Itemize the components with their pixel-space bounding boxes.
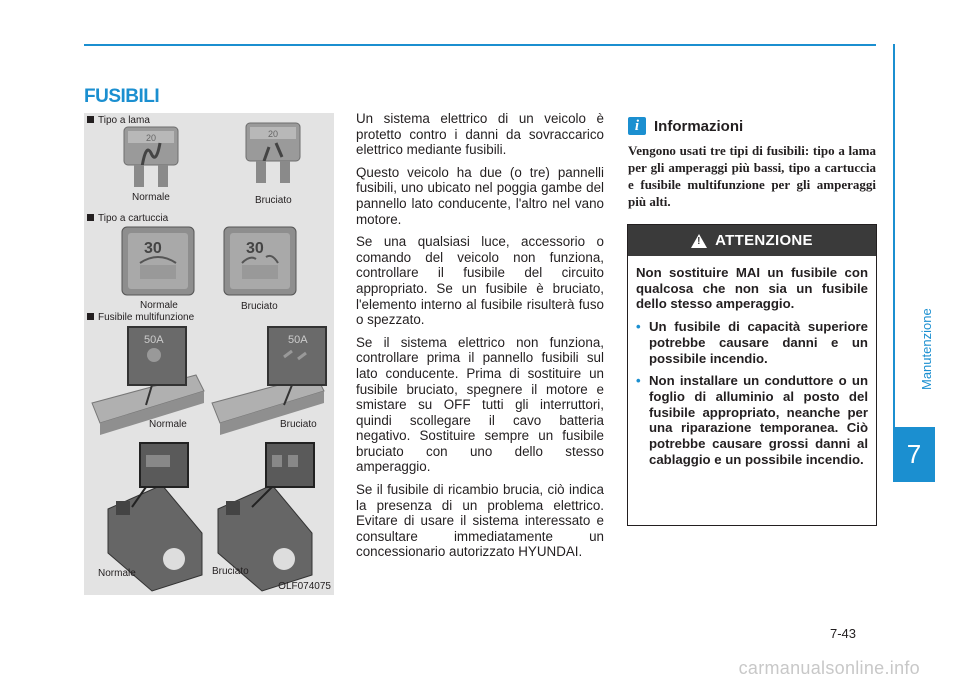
bullet-icon: •: [636, 319, 641, 335]
cartridge-blown-label: Bruciato: [241, 301, 278, 312]
fuse-figure: [84, 113, 334, 595]
blade-rating-blown: 20: [267, 129, 279, 139]
caution-body: [628, 256, 876, 467]
multi-heading: Fusibile multifunzione: [87, 312, 194, 323]
caution-paragraph: Non sostituire MAI un fusibile con qualcosa che non sia un fusibile dello stesso amperaggio.: [636, 265, 868, 312]
warning-icon: [691, 234, 707, 248]
info-text: Vengono usati tre tipi di fusibili: tipo a lama per gli amperaggi più bassi, tipo a cartuccia e fusibile multifunzione per gli amperaggi più alti.: [628, 143, 876, 209]
caution-title: ATTENZIONE: [715, 232, 813, 249]
blade-fuse-blown: [246, 123, 300, 183]
info-title: Informazioni: [654, 117, 744, 135]
cartridge-heading: Tipo a cartuccia: [87, 213, 168, 224]
cartridge-fuse-normal: [122, 227, 194, 295]
side-rule: [893, 44, 895, 482]
body-paragraph: Se il sistema elettrico non funziona, controllare prima il pannello fusibili sul lato conducente. Prima di sostituire un fusibile bruciato, spegnere il motore e smistare su OFF tutti gli interruttori, quindi scollegare il cavo batteria negativo. Sostituire sempre un fusibile bruciato con uno dello stesso amperaggio.: [356, 334, 604, 475]
top-rule: [84, 44, 876, 46]
blade-blown-label: Bruciato: [255, 195, 292, 206]
figure-code: OLF074075: [278, 581, 331, 592]
box-normal-label: Normale: [98, 568, 136, 579]
footer-watermark: carmanualsonline.info: [738, 658, 920, 678]
body-paragraph: Se una qualsiasi luce, accessorio o comando del veicolo non funziona, controllare il fusibile del circuito appropriato. Se un fusibile è bruciato, l'elemento interno al fusibile risulterà fuso o spezzato.: [356, 234, 604, 328]
list-item: • Un fusibile di capacità superiore potrebbe causare danni e un possibile incendio.: [636, 319, 868, 366]
info-icon: i: [628, 117, 646, 135]
blade-heading: Tipo a lama: [87, 115, 150, 126]
cartridge-rating-normal: 30: [144, 240, 162, 257]
chapter-tab: 7: [893, 427, 935, 482]
cartridge-fuse-blown: [224, 227, 296, 295]
page-number: 7-43: [830, 626, 857, 641]
body-text: [356, 111, 604, 567]
body-paragraph: Un sistema elettrico di un veicolo è protetto contro i danni da sovraccarico elettrico mediante fusibili.: [356, 111, 604, 158]
info-heading: [628, 115, 743, 137]
section-label: Manutenzione: [919, 308, 934, 390]
multi-blown-label: Bruciato: [280, 419, 317, 430]
multi-fuse-normal: [92, 327, 204, 435]
caution-header: [628, 225, 876, 256]
box-blown-label: Bruciato: [212, 566, 249, 577]
caution-box: [627, 224, 877, 526]
multi-rating-blown: 50A: [288, 334, 308, 346]
blade-rating-normal: 20: [145, 133, 157, 143]
multi-normal-label: Normale: [149, 419, 187, 430]
multi-rating-normal: 50A: [144, 334, 164, 346]
page-title: FUSIBILI: [84, 86, 160, 107]
cartridge-normal-label: Normale: [140, 300, 178, 311]
bullet-icon: •: [636, 373, 641, 389]
body-paragraph: Questo veicolo ha due (o tre) pannelli fusibili, uno ubicato nel poggia gambe del pannello lato conducente, l'altro nel vano motore.: [356, 164, 604, 227]
body-paragraph: Se il fusibile di ricambio brucia, ciò indica la presenza di un problema elettrico. Evitare di usare il sistema interessato e consultare immediatamente un concessionario autorizzato HYUNDAI.: [356, 482, 604, 560]
blade-fuse-normal: [124, 127, 178, 187]
fuse-illustration: [84, 113, 334, 595]
blade-normal-label: Normale: [132, 192, 170, 203]
list-item: • Non installare un conduttore o un foglio di alluminio al posto del fusibile appropriato, neanche per una riparazione temporanea. Ciò potrebbe causare grossi danni al cablaggio e un possibile incendio.: [636, 373, 868, 467]
caution-list: [636, 319, 868, 467]
cartridge-rating-blown: 30: [246, 240, 264, 257]
